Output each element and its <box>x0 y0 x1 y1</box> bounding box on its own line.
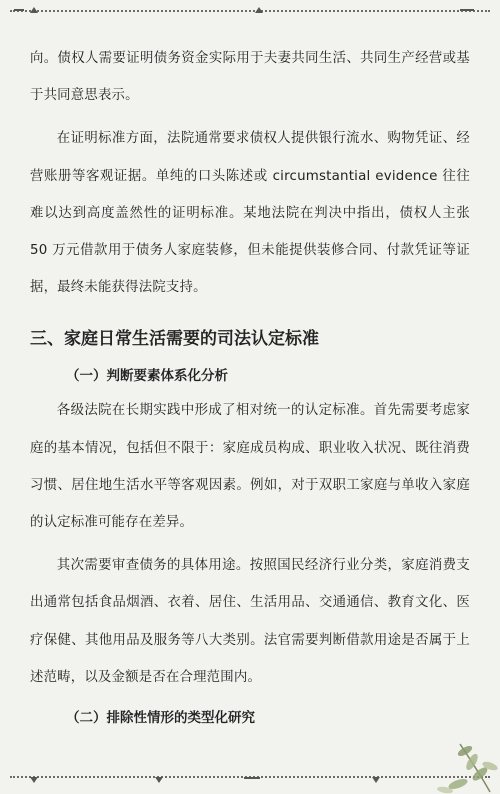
document-content <box>30 40 470 734</box>
bottom-left-triangle-ornament <box>30 777 38 783</box>
top-left-dash-ornament <box>14 9 24 11</box>
leaf-decoration-icon <box>430 704 500 794</box>
subsection-heading-2: （二）排除性情形的类型化研究 <box>66 710 255 727</box>
bottom-right-triangle-ornament <box>372 777 380 783</box>
top-dotted-border <box>10 10 490 12</box>
top-right-dash-ornament <box>460 9 474 11</box>
bottom-center-dash-ornament <box>244 777 260 779</box>
section-heading: 三、家庭日常生活需要的司法认定标准 <box>30 329 319 350</box>
top-right-triangle-ornament <box>255 7 263 13</box>
paragraph-continuation: 向。债权人需要证明债务资金实际用于夫妻共同生活、共同生产经营或基于共同意思表示。 <box>30 51 470 104</box>
top-left-triangle-ornament <box>30 7 38 13</box>
paragraph-criteria: 各级法院在长期实践中形成了相对统一的认定标准。首先需要考虑家庭的基本情况，包括但不限于：家庭成员构成、职业收入状况、既往消费习惯、居住地生活水平等客观因素。例如，对于双职工家庭与单收入家庭的认定标准可能存在差异。 <box>30 403 470 531</box>
bottom-mid-triangle-ornament <box>155 777 163 783</box>
paragraph-evidence-standard: 在证明标准方面，法院通常要求债权人提供银行流水、购物凭证、经营账册等客观证据。单纯的口头陈述或 circumstantial evidence 往往难以达到高度盖然性的证明标准。某地法院在判决中指出，债权人主张 50 万元借款用于债务人家庭装修，但未能提供装修合同、付款凭证等证据，最终未能获得法院支持。 <box>30 131 470 296</box>
paragraph-debt-usage: 其次需要审查债务的具体用途。按照国民经济行业分类，家庭消费支出通常包括食品烟酒、衣着、居住、生活用品、交通通信、教育文化、医疗保健、其他用品及服务等八大类别。法官需要判断借款用途是否属于上述范畴，以及金额是否在合理范围内。 <box>30 558 470 685</box>
subsection-heading-1: （一）判断要素体系化分析 <box>66 368 228 385</box>
